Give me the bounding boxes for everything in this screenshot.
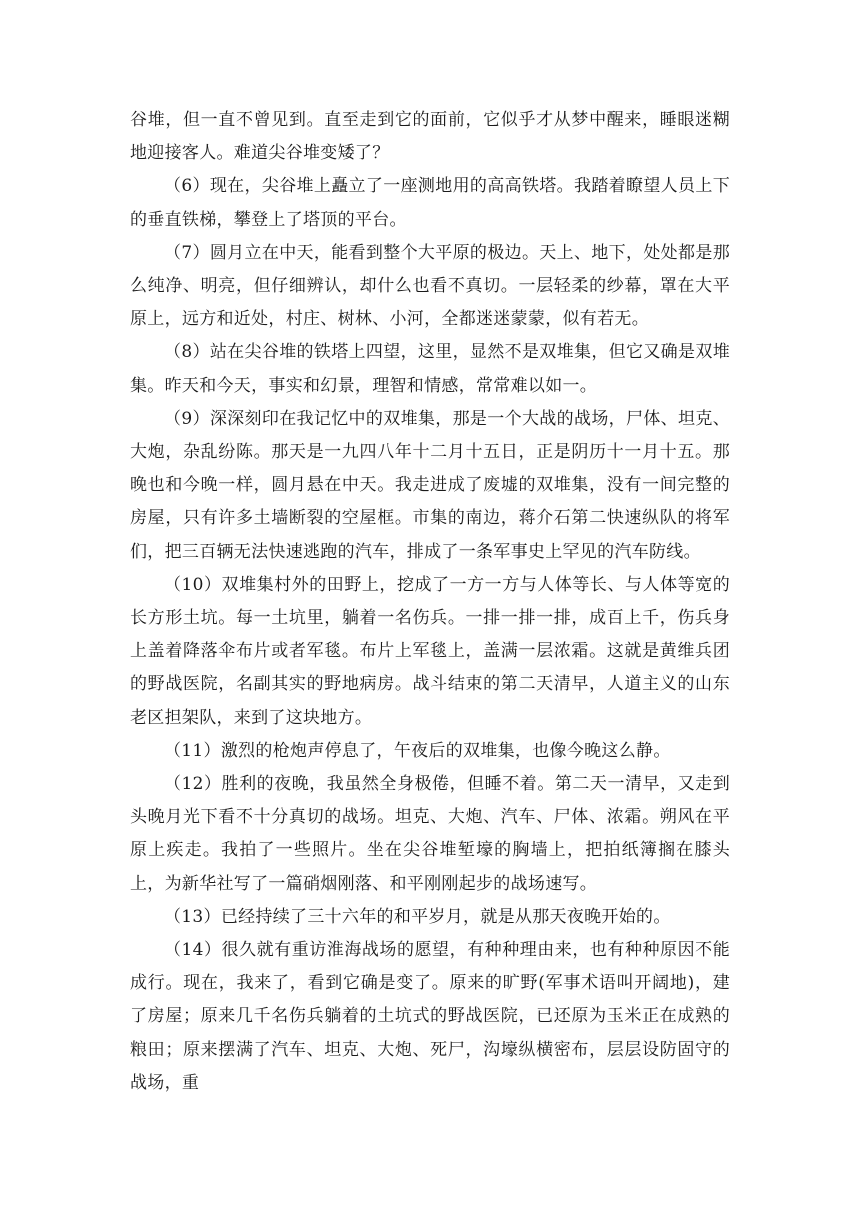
paragraph-9: （9）深深刻印在我记忆中的双堆集，那是一个大战的战场，尸体、坦克、大炮，杂乱纷陈。那天是一九四八年十二月十五日，正是阴历十一月十五。那晚也和今晚一样，圆月悬在中天。我走进成了废墟的双堆集，没有一间完整的房屋，只有许多土墙断裂的空屋框。市集的南边，蒋介石第二快速纵队的将军们，把三百辆无法快速逃跑的汽车，排成了一条军事史上罕见的汽车防线。 <box>130 408 730 562</box>
paragraph-8: （8）站在尖谷堆的铁塔上四望，这里，显然不是双堆集，但它又确是双堆集。昨天和今天，事实和幻景，理智和情感，常常难以如一。 <box>130 342 730 396</box>
paragraph-13: （13）已经持续了三十六年的和平岁月，就是从那天夜晚开始的。 <box>164 906 671 927</box>
paragraph-5-continued: 谷堆，但一直不曾见到。直至走到它的面前，它似乎才从梦中醒来，睡眼迷糊地迎接客人。难道尖谷堆变矮了？ <box>130 110 730 164</box>
paragraph-11: （11）激烈的枪炮声停息了，午夜后的双堆集，也像今晚这么静。 <box>164 740 671 761</box>
paragraph-12: （12）胜利的夜晚，我虽然全身极倦，但睡不着。第二天一清早，又走到头晚月光下看不十分真切的战场。坦克、大炮、汽车、尸体、浓霜。朔风在平原上疾走。我拍了一些照片。坐在尖谷堆堑壕的胸墙上，把拍纸簿搁在膝头上，为新华社写了一篇硝烟刚落、和平刚刚起步的战场速写。 <box>130 774 730 894</box>
paragraph-14: （14）很久就有重访淮海战场的愿望，有种种理由来，也有种种原因不能成行。现在，我来了，看到它确是变了。原来的旷野(军事术语叫开阔地)，建了房屋；原来几千名伤兵躺着的土坑式的野战医院，已还原为玉米正在成熟的粮田；原来摆满了汽车、坦克、大炮、死尸，沟壕纵横密布，层层设防固守的战场，重 <box>130 940 730 1093</box>
paragraph-10: （10）双堆集村外的田野上，挖成了一方一方与人体等长、与人体等宽的长方形土坑。每一土坑里，躺着一名伤兵。一排一排一排，成百上千，伤兵身上盖着降落伞布片或者军毯。布片上军毯上，盖满一层浓霜。这就是黄维兵团的野战医院，名副其实的野地病房。战斗结束的第二天清早，人道主义的山东老区担架队，来到了这块地方。 <box>130 574 730 728</box>
paragraph-7: （7）圆月立在中天，能看到整个大平原的极边。天上、地下，处处都是那么纯净、明亮，但仔细辨认，却什么也看不真切。一层轻柔的纱幕，罩在大平原上，远方和近处，村庄、树林、小河，全都迷迷蒙蒙，似有若无。 <box>130 242 730 330</box>
document-body <box>130 104 730 1100</box>
paragraph-6: （6）现在，尖谷堆上矗立了一座测地用的高高铁塔。我踏着瞭望人员上下的垂直铁梯，攀登上了塔顶的平台。 <box>130 176 730 230</box>
